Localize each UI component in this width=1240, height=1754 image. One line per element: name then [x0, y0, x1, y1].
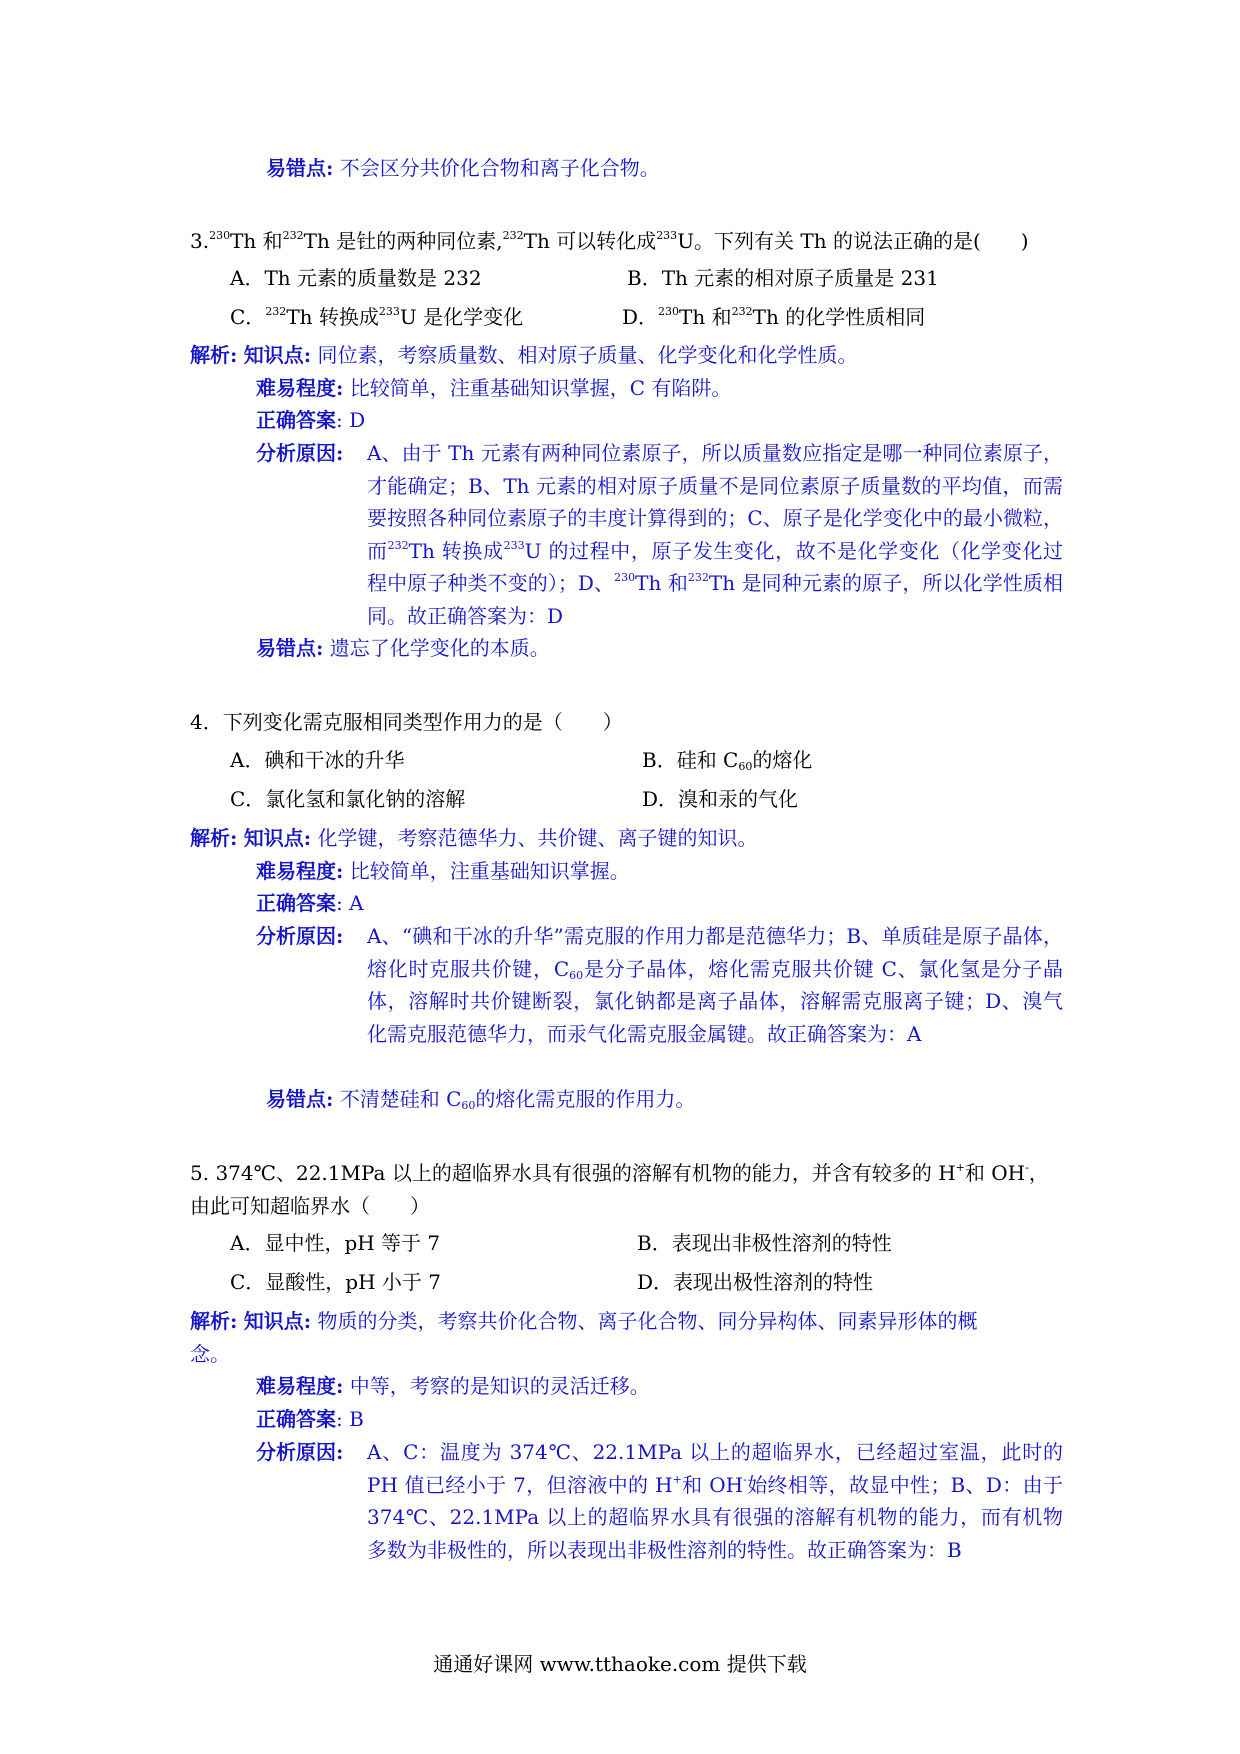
q3-option-c	[230, 301, 523, 334]
q5-option-b: B．表现出非极性溶剂的特性	[637, 1231, 892, 1255]
q4-knowledge-line	[190, 822, 758, 855]
analysis-label: 解析:	[190, 1309, 238, 1333]
answer-label: 正确答案	[256, 408, 336, 432]
mistake-label: 易错点:	[266, 1087, 334, 1111]
q4-option-d: D．溴和汞的气化	[642, 787, 799, 811]
option-text: D．	[622, 305, 659, 329]
superscript: 232	[282, 229, 304, 242]
q3-reason-text	[367, 437, 1063, 632]
q3-option-b: B．Th 元素的相对原子质量是 231	[627, 266, 939, 290]
mistake-text: 遗忘了化学变化的本质。	[329, 636, 550, 660]
superscript: 232	[687, 571, 709, 584]
q4-difficulty-line	[256, 855, 630, 888]
superscript: 232	[731, 305, 753, 318]
stem-text: 5. 374℃、22.1MPa 以上的超临界水具有很强的溶解有机物的能力，并含有较多的 H	[190, 1161, 956, 1185]
knowledge-text: 物质的分类，考察共价化合物、离子化合物、同分异构体、同素异形体的概	[317, 1309, 978, 1333]
knowledge-text: 化学键，考察范德华力、共价键、离子键的知识。	[317, 826, 758, 850]
q3-knowledge-line	[190, 339, 858, 372]
subscript: 60	[461, 1099, 476, 1112]
superscript: -	[1025, 1161, 1029, 1174]
stem-text: U。下列有关 Th 的说法正确的是( )	[677, 229, 1029, 253]
q3-mistake-line	[256, 632, 550, 665]
reason-text: U 的过程中，原子发生变化，故不是化学变化（化学变化过程中原子种类不变的）；D、	[367, 538, 1064, 595]
q4-option-b	[642, 744, 812, 777]
option-text: B．硅和 C	[642, 748, 739, 772]
question-3-stem	[190, 225, 1029, 258]
q4-answer-line	[256, 887, 364, 920]
superscript: 232	[502, 229, 524, 242]
superscript: 232	[265, 305, 287, 318]
stem-text: ，	[1028, 1161, 1049, 1185]
knowledge-label: 知识点:	[243, 826, 312, 850]
mistake-text: 不会区分共价化合物和离子化合物。	[339, 156, 660, 180]
superscript: -	[743, 1472, 747, 1486]
page-footer: 通通好课网 www.tthaoke.com 提供下载	[433, 1652, 807, 1676]
reason-text: 是分子晶体，熔化需克服共价键 C、氯化氢是分子晶体，溶解时共价键断裂，氯化钠都是离子晶体，溶解需克服离子键；D、溴气化需克服范德华力，而汞气化需克服金属键。故正确答案为：A	[367, 956, 1063, 1046]
analysis-label: 解析:	[190, 343, 238, 367]
subscript: 60	[738, 760, 753, 773]
superscript: +	[955, 1161, 965, 1174]
option-text: 的熔化	[752, 748, 813, 772]
option-text: Th 的化学性质相同	[752, 305, 926, 329]
q4-reason-label	[256, 920, 343, 953]
reason-text: A、C：温度为 374℃、22.1MPa 以上的超临界水，已经超过室温，此时的 PH 值已经小于 7，但溶液中的 H	[367, 1440, 1063, 1497]
stem-text: Th 可以转化成	[523, 229, 657, 253]
difficulty-label: 难易程度:	[256, 1374, 344, 1398]
superscript: +	[672, 1472, 682, 1486]
answer-text: : A	[336, 891, 364, 915]
reason-text: A、由于 Th 元素有两种同位素原子，所以质量数应指定是哪一种同位素原子，才能确定；B、Th 元素的相对原子质量不是同位素原子质量数的平均值，而需要按照各种同位素原子的丰度计算得到的；C、原子是化学变化中的最小微粒，而	[367, 441, 1063, 563]
option-text: C．	[230, 305, 266, 329]
q5-option-d: D．表现出极性溶剂的特性	[637, 1270, 874, 1294]
q5-reason-label	[256, 1436, 343, 1469]
q5-option-a: A．显中性，pH 等于 7	[230, 1231, 441, 1255]
analysis-label: 解析:	[190, 826, 238, 850]
answer-text: : D	[336, 408, 366, 432]
superscript: 230	[614, 571, 636, 584]
knowledge-label: 知识点:	[243, 343, 312, 367]
reason-text: Th 是同种元素的原子，所以化学性质相同。故正确答案为：D	[367, 571, 1063, 628]
reason-text: Th 和	[635, 571, 688, 595]
q5-knowledge-line2: 念。	[190, 1342, 230, 1366]
q5-knowledge-line	[190, 1305, 978, 1338]
reason-text: 和 OH	[681, 1472, 744, 1497]
q4-reason-text	[367, 920, 1063, 1050]
option-text: U 是化学变化	[399, 305, 524, 329]
stem-text: Th 和	[230, 229, 283, 253]
difficulty-text: 比较简单，注重基础知识掌握。	[349, 859, 630, 883]
stem-text: Th 是钍的两种同位素,	[303, 229, 503, 253]
answer-label: 正确答案	[256, 891, 336, 915]
q3-answer-line	[256, 404, 365, 437]
q5-option-c: C．显酸性，pH 小于 7	[230, 1270, 441, 1294]
mistake-line-q2	[266, 152, 660, 185]
difficulty-label: 难易程度:	[256, 376, 344, 400]
reason-text: 始终相等，故显中性；B、D：由于 374℃、22.1MPa 以上的超临界水具有很强的溶解有机物的能力，而有机物多数为非极性的，所以表现出非极性溶剂的特性。故正确答案为：B	[367, 1472, 1064, 1562]
option-text: Th 转换成	[286, 305, 379, 329]
question-5-stem	[190, 1157, 1049, 1190]
mistake-text-part: 的熔化需克服的作用力。	[475, 1087, 696, 1111]
reason-label: 分析原因:	[256, 924, 344, 948]
superscript: 230	[658, 305, 680, 318]
subscript: 60	[569, 968, 584, 982]
q4-mistake-line	[266, 1083, 695, 1116]
superscript: 232	[387, 538, 409, 552]
q4-option-a: A．碘和干冰的升华	[230, 748, 405, 772]
superscript: 233	[503, 538, 525, 552]
difficulty-text: 中等，考察的是知识的灵活迁移。	[349, 1374, 650, 1398]
reason-label: 分析原因:	[256, 1440, 344, 1464]
superscript: 230	[209, 229, 231, 242]
knowledge-label: 知识点:	[243, 1309, 312, 1333]
q5-reason-text	[367, 1436, 1063, 1566]
q4-option-c: C．氯化氢和氯化钠的溶解	[230, 787, 466, 811]
answer-label: 正确答案	[256, 1407, 336, 1431]
question-5-stem-line2: 由此可知超临界水（ ）	[190, 1194, 430, 1218]
option-text: Th 和	[679, 305, 732, 329]
mistake-text	[340, 1087, 696, 1111]
stem-text: 和 OH	[964, 1161, 1026, 1185]
difficulty-text: 比较简单，注重基础知识掌握，C 有陷阱。	[349, 376, 732, 400]
question-4-stem: 4．下列变化需克服相同类型作用力的是（ ）	[190, 710, 623, 734]
mistake-label: 易错点:	[266, 156, 334, 180]
q3-difficulty-line	[256, 372, 731, 405]
q3-reason-label: 分析原因:	[256, 441, 344, 465]
q5-difficulty-line	[256, 1370, 650, 1403]
answer-text: : B	[336, 1407, 364, 1431]
q3-option-a: A．Th 元素的质量数是 232	[230, 266, 482, 290]
superscript: 233	[656, 229, 678, 242]
mistake-label: 易错点:	[256, 636, 324, 660]
knowledge-text: 同位素，考察质量数、相对原子质量、化学变化和化学性质。	[317, 343, 858, 367]
reason-text: A、“碘和干冰的升华”需克服的作用力都是范德华力；B、单质硅是原子晶体，熔化时克服共价键，C	[367, 924, 1063, 981]
difficulty-label: 难易程度:	[256, 859, 344, 883]
reason-text: Th 转换成	[408, 538, 504, 563]
mistake-text-part: 不清楚硅和 C	[339, 1087, 462, 1111]
superscript: 233	[378, 305, 400, 318]
question-number: 3.	[190, 229, 210, 253]
q3-option-d	[622, 301, 925, 334]
q5-answer-line	[256, 1403, 364, 1436]
